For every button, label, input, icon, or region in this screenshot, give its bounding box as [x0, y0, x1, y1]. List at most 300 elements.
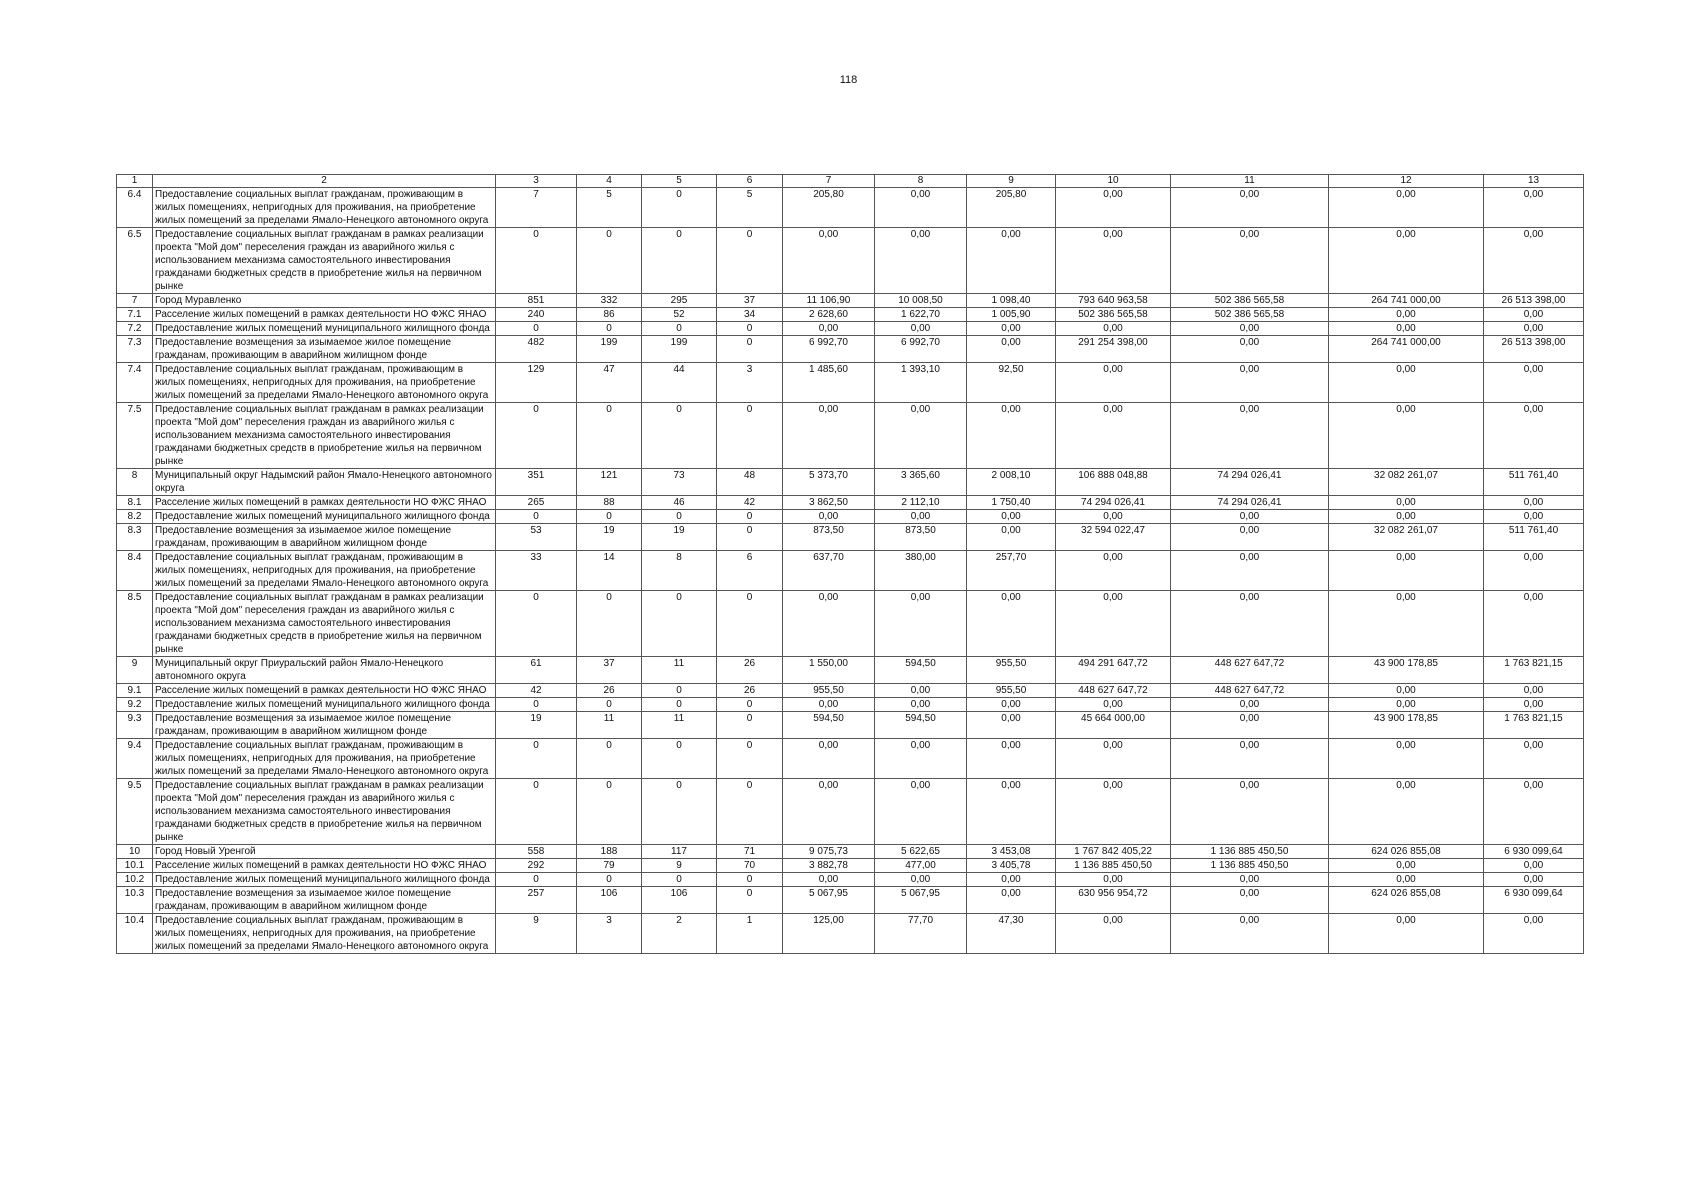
value-cell: 6	[717, 551, 783, 591]
value-cell: 7	[496, 188, 577, 228]
value-cell: 257,70	[967, 551, 1056, 591]
value-cell: 0,00	[1171, 363, 1329, 403]
value-cell: 1 136 885 450,50	[1171, 859, 1329, 873]
value-cell: 291 254 398,00	[1056, 336, 1171, 363]
table-row	[117, 336, 1584, 363]
value-cell: 295	[642, 294, 717, 308]
value-cell: 0,00	[875, 510, 967, 524]
value-cell: 0,00	[1329, 308, 1484, 322]
value-cell: 0,00	[783, 698, 875, 712]
value-cell: 42	[496, 684, 577, 698]
value-cell: 351	[496, 469, 577, 496]
data-table	[116, 174, 1584, 954]
value-cell: 511 761,40	[1484, 524, 1584, 551]
value-cell: 5 622,65	[875, 845, 967, 859]
value-cell: 0,00	[1329, 322, 1484, 336]
value-cell: 0	[496, 403, 577, 469]
value-cell: 0,00	[1171, 188, 1329, 228]
value-cell: 0	[577, 779, 642, 845]
value-cell: 0,00	[1484, 591, 1584, 657]
row-name-cell: Предоставление возмещения за изымаемое жилое помещение гражданам, проживающим в аварийном жилищном фонде	[153, 524, 496, 551]
value-cell: 0,00	[967, 887, 1056, 914]
value-cell: 9	[642, 859, 717, 873]
value-cell: 11 106,90	[783, 294, 875, 308]
value-cell: 44	[642, 363, 717, 403]
value-cell: 1 098,40	[967, 294, 1056, 308]
value-cell: 1 393,10	[875, 363, 967, 403]
value-cell: 0	[717, 712, 783, 739]
value-cell: 0,00	[1171, 591, 1329, 657]
value-cell: 0,00	[783, 591, 875, 657]
value-cell: 32 594 022,47	[1056, 524, 1171, 551]
value-cell: 0,00	[875, 684, 967, 698]
table-row	[117, 551, 1584, 591]
value-cell: 0	[717, 698, 783, 712]
value-cell: 33	[496, 551, 577, 591]
value-cell: 0,00	[1329, 739, 1484, 779]
value-cell: 502 386 565,58	[1171, 308, 1329, 322]
value-cell: 0,00	[967, 228, 1056, 294]
value-cell: 558	[496, 845, 577, 859]
value-cell: 0	[642, 739, 717, 779]
value-cell: 1 767 842 405,22	[1056, 845, 1171, 859]
column-number-header: 8	[875, 175, 967, 188]
value-cell: 125,00	[783, 914, 875, 954]
value-cell: 106	[577, 887, 642, 914]
value-cell: 3	[717, 363, 783, 403]
value-cell: 955,50	[967, 684, 1056, 698]
row-number-cell: 10.4	[117, 914, 153, 954]
table-row	[117, 294, 1584, 308]
value-cell: 0	[717, 336, 783, 363]
column-number-header: 6	[717, 175, 783, 188]
row-name-cell: Муниципальный округ Надымский район Ямало-Ненецкого автономного округа	[153, 469, 496, 496]
column-number-header: 2	[153, 175, 496, 188]
value-cell: 26 513 398,00	[1484, 294, 1584, 308]
value-cell: 0,00	[1171, 403, 1329, 469]
row-number-cell: 9.5	[117, 779, 153, 845]
value-cell: 0	[496, 228, 577, 294]
value-cell: 0,00	[1329, 698, 1484, 712]
row-number-cell: 9.4	[117, 739, 153, 779]
value-cell: 0,00	[1056, 873, 1171, 887]
row-number-cell: 9.2	[117, 698, 153, 712]
value-cell: 0,00	[1171, 887, 1329, 914]
table-row	[117, 322, 1584, 336]
value-cell: 0	[642, 779, 717, 845]
value-cell: 5 067,95	[875, 887, 967, 914]
table-row	[117, 524, 1584, 551]
row-name-cell: Предоставление социальных выплат гражданам в рамках реализации проекта "Мой дом" переселения граждан из аварийного жилья с использованием механизма самостоятельного инвестирования гражданами бюджетных средств в приобретение жилья на первичном рынке	[153, 591, 496, 657]
value-cell: 32 082 261,07	[1329, 524, 1484, 551]
row-number-cell: 8	[117, 469, 153, 496]
value-cell: 26	[717, 657, 783, 684]
row-number-cell: 8.5	[117, 591, 153, 657]
value-cell: 0,00	[1171, 873, 1329, 887]
value-cell: 502 386 565,58	[1056, 308, 1171, 322]
table-row	[117, 779, 1584, 845]
value-cell: 71	[717, 845, 783, 859]
value-cell: 0,00	[1329, 510, 1484, 524]
value-cell: 1 136 885 450,50	[1056, 859, 1171, 873]
value-cell: 42	[717, 496, 783, 510]
value-cell: 0	[717, 591, 783, 657]
value-cell: 0,00	[1484, 698, 1584, 712]
value-cell: 0,00	[1329, 873, 1484, 887]
value-cell: 0,00	[1171, 322, 1329, 336]
value-cell: 5	[717, 188, 783, 228]
value-cell: 0,00	[967, 524, 1056, 551]
value-cell: 0,00	[875, 591, 967, 657]
value-cell: 0,00	[875, 779, 967, 845]
value-cell: 0,00	[783, 779, 875, 845]
value-cell: 129	[496, 363, 577, 403]
value-cell: 6 930 099,64	[1484, 845, 1584, 859]
value-cell: 0	[496, 698, 577, 712]
value-cell: 11	[642, 712, 717, 739]
value-cell: 74 294 026,41	[1056, 496, 1171, 510]
value-cell: 0,00	[1171, 712, 1329, 739]
value-cell: 0,00	[1484, 914, 1584, 954]
value-cell: 0,00	[1056, 228, 1171, 294]
value-cell: 199	[577, 336, 642, 363]
row-number-cell: 8.3	[117, 524, 153, 551]
value-cell: 0	[496, 739, 577, 779]
value-cell: 594,50	[783, 712, 875, 739]
row-name-cell: Расселение жилых помещений в рамках деятельности НО ФЖС ЯНАО	[153, 308, 496, 322]
value-cell: 0	[717, 739, 783, 779]
value-cell: 0,00	[1329, 363, 1484, 403]
value-cell: 188	[577, 845, 642, 859]
value-cell: 0,00	[1056, 510, 1171, 524]
row-number-cell: 7.4	[117, 363, 153, 403]
value-cell: 86	[577, 308, 642, 322]
value-cell: 0,00	[1171, 228, 1329, 294]
table-row	[117, 469, 1584, 496]
value-cell: 0	[642, 403, 717, 469]
value-cell: 448 627 647,72	[1056, 684, 1171, 698]
value-cell: 205,80	[783, 188, 875, 228]
value-cell: 70	[717, 859, 783, 873]
value-cell: 37	[717, 294, 783, 308]
row-name-cell: Расселение жилых помещений в рамках деятельности НО ФЖС ЯНАО	[153, 859, 496, 873]
table-row	[117, 510, 1584, 524]
row-name-cell: Предоставление возмещения за изымаемое жилое помещение гражданам, проживающим в аварийном жилищном фонде	[153, 712, 496, 739]
table-row	[117, 496, 1584, 510]
value-cell: 92,50	[967, 363, 1056, 403]
value-cell: 264 741 000,00	[1329, 294, 1484, 308]
row-number-cell: 10	[117, 845, 153, 859]
value-cell: 0,00	[1329, 496, 1484, 510]
value-cell: 77,70	[875, 914, 967, 954]
value-cell: 3 365,60	[875, 469, 967, 496]
row-number-cell: 10.2	[117, 873, 153, 887]
value-cell: 624 026 855,08	[1329, 887, 1484, 914]
value-cell: 0	[496, 779, 577, 845]
value-cell: 52	[642, 308, 717, 322]
value-cell: 0,00	[875, 188, 967, 228]
value-cell: 0,00	[783, 739, 875, 779]
value-cell: 257	[496, 887, 577, 914]
row-number-cell: 7.1	[117, 308, 153, 322]
value-cell: 0,00	[967, 510, 1056, 524]
value-cell: 624 026 855,08	[1329, 845, 1484, 859]
value-cell: 0,00	[1171, 336, 1329, 363]
value-cell: 0,00	[875, 739, 967, 779]
value-cell: 0,00	[1056, 739, 1171, 779]
row-name-cell: Предоставление социальных выплат гражданам, проживающим в жилых помещениях, непригодных для проживания, на приобретение жилых помещений за пределами Ямало-Ненецкого автономного округа	[153, 914, 496, 954]
value-cell: 637,70	[783, 551, 875, 591]
row-name-cell: Предоставление жилых помещений муниципального жилищного фонда	[153, 698, 496, 712]
value-cell: 594,50	[875, 657, 967, 684]
value-cell: 494 291 647,72	[1056, 657, 1171, 684]
value-cell: 1 136 885 450,50	[1171, 845, 1329, 859]
value-cell: 0,00	[967, 739, 1056, 779]
value-cell: 0,00	[1329, 228, 1484, 294]
value-cell: 0,00	[1056, 403, 1171, 469]
row-number-cell: 6.5	[117, 228, 153, 294]
value-cell: 19	[496, 712, 577, 739]
row-name-cell: Предоставление социальных выплат гражданам в рамках реализации проекта "Мой дом" переселения граждан из аварийного жилья с использованием механизма самостоятельного инвестирования гражданами бюджетных средств в приобретение жилья на первичном рынке	[153, 779, 496, 845]
value-cell: 0	[577, 873, 642, 887]
value-cell: 0,00	[1329, 551, 1484, 591]
value-cell: 0,00	[967, 336, 1056, 363]
column-number-header: 3	[496, 175, 577, 188]
value-cell: 448 627 647,72	[1171, 657, 1329, 684]
table-row	[117, 859, 1584, 873]
value-cell: 121	[577, 469, 642, 496]
value-cell: 793 640 963,58	[1056, 294, 1171, 308]
value-cell: 0	[577, 228, 642, 294]
page-number: 118	[839, 74, 858, 86]
table-row	[117, 188, 1584, 228]
value-cell: 0	[496, 510, 577, 524]
value-cell: 10 008,50	[875, 294, 967, 308]
value-cell: 0	[577, 322, 642, 336]
value-cell: 0	[496, 322, 577, 336]
value-cell: 0	[717, 403, 783, 469]
value-cell: 1 763 821,15	[1484, 712, 1584, 739]
value-cell: 0,00	[1484, 551, 1584, 591]
value-cell: 594,50	[875, 712, 967, 739]
value-cell: 851	[496, 294, 577, 308]
value-cell: 0,00	[1056, 551, 1171, 591]
value-cell: 0,00	[1484, 684, 1584, 698]
value-cell: 502 386 565,58	[1171, 294, 1329, 308]
value-cell: 9 075,73	[783, 845, 875, 859]
value-cell: 0,00	[875, 403, 967, 469]
value-cell: 0	[717, 228, 783, 294]
value-cell: 0,00	[1329, 859, 1484, 873]
row-name-cell: Предоставление социальных выплат гражданам, проживающим в жилых помещениях, непригодных для проживания, на приобретение жилых помещений за пределами Ямало-Ненецкого автономного округа	[153, 188, 496, 228]
value-cell: 2 008,10	[967, 469, 1056, 496]
table-row	[117, 591, 1584, 657]
value-cell: 0,00	[967, 779, 1056, 845]
value-cell: 11	[577, 712, 642, 739]
value-cell: 1	[717, 914, 783, 954]
value-cell: 3 882,78	[783, 859, 875, 873]
value-cell: 0	[577, 403, 642, 469]
value-cell: 106	[642, 887, 717, 914]
value-cell: 0,00	[1484, 228, 1584, 294]
value-cell: 0,00	[1056, 363, 1171, 403]
value-cell: 0,00	[967, 591, 1056, 657]
value-cell: 5 373,70	[783, 469, 875, 496]
value-cell: 9	[496, 914, 577, 954]
value-cell: 0	[577, 510, 642, 524]
value-cell: 0,00	[1171, 739, 1329, 779]
value-cell: 0,00	[1171, 524, 1329, 551]
value-cell: 0,00	[1329, 779, 1484, 845]
value-cell: 0,00	[1329, 684, 1484, 698]
value-cell: 45 664 000,00	[1056, 712, 1171, 739]
value-cell: 2	[642, 914, 717, 954]
value-cell: 0	[577, 591, 642, 657]
value-cell: 5 067,95	[783, 887, 875, 914]
value-cell: 0,00	[783, 228, 875, 294]
value-cell: 3 862,50	[783, 496, 875, 510]
value-cell: 264 741 000,00	[1329, 336, 1484, 363]
value-cell: 0,00	[875, 228, 967, 294]
table-row	[117, 684, 1584, 698]
row-number-cell: 9.1	[117, 684, 153, 698]
value-cell: 240	[496, 308, 577, 322]
column-number-header: 11	[1171, 175, 1329, 188]
value-cell: 11	[642, 657, 717, 684]
value-cell: 53	[496, 524, 577, 551]
value-cell: 0	[496, 591, 577, 657]
value-cell: 0	[577, 739, 642, 779]
value-cell: 3 453,08	[967, 845, 1056, 859]
table-row	[117, 698, 1584, 712]
row-name-cell: Предоставление социальных выплат гражданам в рамках реализации проекта "Мой дом" переселения граждан из аварийного жилья с использованием механизма самостоятельного инвестирования гражданами бюджетных средств в приобретение жилья на первичном рынке	[153, 403, 496, 469]
value-cell: 2 628,60	[783, 308, 875, 322]
row-name-cell: Расселение жилых помещений в рамках деятельности НО ФЖС ЯНАО	[153, 496, 496, 510]
table-row	[117, 739, 1584, 779]
value-cell: 79	[577, 859, 642, 873]
value-cell: 630 956 954,72	[1056, 887, 1171, 914]
column-number-header: 4	[577, 175, 642, 188]
row-number-cell: 8.2	[117, 510, 153, 524]
value-cell: 6 992,70	[783, 336, 875, 363]
value-cell: 14	[577, 551, 642, 591]
value-cell: 1 763 821,15	[1484, 657, 1584, 684]
row-name-cell: Предоставление возмещения за изымаемое жилое помещение гражданам, проживающим в аварийном жилищном фонде	[153, 887, 496, 914]
row-name-cell: Расселение жилых помещений в рамках деятельности НО ФЖС ЯНАО	[153, 684, 496, 698]
value-cell: 0,00	[875, 698, 967, 712]
table-row	[117, 712, 1584, 739]
value-cell: 0,00	[967, 322, 1056, 336]
value-cell: 0,00	[1171, 510, 1329, 524]
value-cell: 0	[717, 322, 783, 336]
row-number-cell: 9.3	[117, 712, 153, 739]
value-cell: 34	[717, 308, 783, 322]
value-cell: 0,00	[783, 403, 875, 469]
value-cell: 477,00	[875, 859, 967, 873]
table-row	[117, 887, 1584, 914]
value-cell: 0,00	[1484, 363, 1584, 403]
value-cell: 48	[717, 469, 783, 496]
value-cell: 0,00	[1056, 698, 1171, 712]
row-name-cell: Предоставление социальных выплат гражданам, проживающим в жилых помещениях, непригодных для проживания, на приобретение жилых помещений за пределами Ямало-Ненецкого автономного округа	[153, 739, 496, 779]
table-row	[117, 308, 1584, 322]
value-cell: 0	[642, 322, 717, 336]
value-cell: 0	[642, 591, 717, 657]
value-cell: 380,00	[875, 551, 967, 591]
value-cell: 0,00	[1484, 496, 1584, 510]
value-cell: 3	[577, 914, 642, 954]
value-cell: 0,00	[783, 510, 875, 524]
value-cell: 6 930 099,64	[1484, 887, 1584, 914]
column-number-header: 1	[117, 175, 153, 188]
value-cell: 88	[577, 496, 642, 510]
value-cell: 1 005,90	[967, 308, 1056, 322]
value-cell: 0,00	[1484, 308, 1584, 322]
column-number-header: 7	[783, 175, 875, 188]
value-cell: 0,00	[967, 712, 1056, 739]
value-cell: 74 294 026,41	[1171, 469, 1329, 496]
row-name-cell: Предоставление социальных выплат гражданам, проживающим в жилых помещениях, непригодных для проживания, на приобретение жилых помещений за пределами Ямало-Ненецкого автономного округа	[153, 363, 496, 403]
table-row	[117, 873, 1584, 887]
value-cell: 26	[577, 684, 642, 698]
value-cell: 32 082 261,07	[1329, 469, 1484, 496]
value-cell: 8	[642, 551, 717, 591]
value-cell: 0	[642, 698, 717, 712]
value-cell: 117	[642, 845, 717, 859]
value-cell: 0	[642, 188, 717, 228]
column-number-header: 12	[1329, 175, 1484, 188]
value-cell: 74 294 026,41	[1171, 496, 1329, 510]
row-number-cell: 9	[117, 657, 153, 684]
value-cell: 448 627 647,72	[1171, 684, 1329, 698]
value-cell: 205,80	[967, 188, 1056, 228]
value-cell: 0,00	[1056, 914, 1171, 954]
value-cell: 0,00	[1056, 779, 1171, 845]
value-cell: 1 622,70	[875, 308, 967, 322]
row-number-cell: 10.1	[117, 859, 153, 873]
value-cell: 0,00	[875, 322, 967, 336]
value-cell: 0,00	[1484, 322, 1584, 336]
value-cell: 955,50	[967, 657, 1056, 684]
value-cell: 43 900 178,85	[1329, 712, 1484, 739]
value-cell: 0,00	[1484, 859, 1584, 873]
value-cell: 0,00	[1329, 914, 1484, 954]
value-cell: 46	[642, 496, 717, 510]
table-row	[117, 228, 1584, 294]
column-number-header: 13	[1484, 175, 1584, 188]
value-cell: 19	[577, 524, 642, 551]
row-number-cell: 6.4	[117, 188, 153, 228]
value-cell: 1 550,00	[783, 657, 875, 684]
value-cell: 0,00	[1484, 873, 1584, 887]
value-cell: 0,00	[1329, 403, 1484, 469]
row-name-cell: Город Новый Уренгой	[153, 845, 496, 859]
value-cell: 0,00	[1484, 403, 1584, 469]
value-cell: 0,00	[783, 322, 875, 336]
row-number-cell: 10.3	[117, 887, 153, 914]
value-cell: 0,00	[1329, 591, 1484, 657]
value-cell: 106 888 048,88	[1056, 469, 1171, 496]
value-cell: 47,30	[967, 914, 1056, 954]
value-cell: 0	[642, 684, 717, 698]
column-number-header: 5	[642, 175, 717, 188]
value-cell: 0	[642, 228, 717, 294]
value-cell: 873,50	[783, 524, 875, 551]
value-cell: 511 761,40	[1484, 469, 1584, 496]
value-cell: 0,00	[875, 873, 967, 887]
value-cell: 0,00	[1484, 739, 1584, 779]
table-row	[117, 914, 1584, 954]
